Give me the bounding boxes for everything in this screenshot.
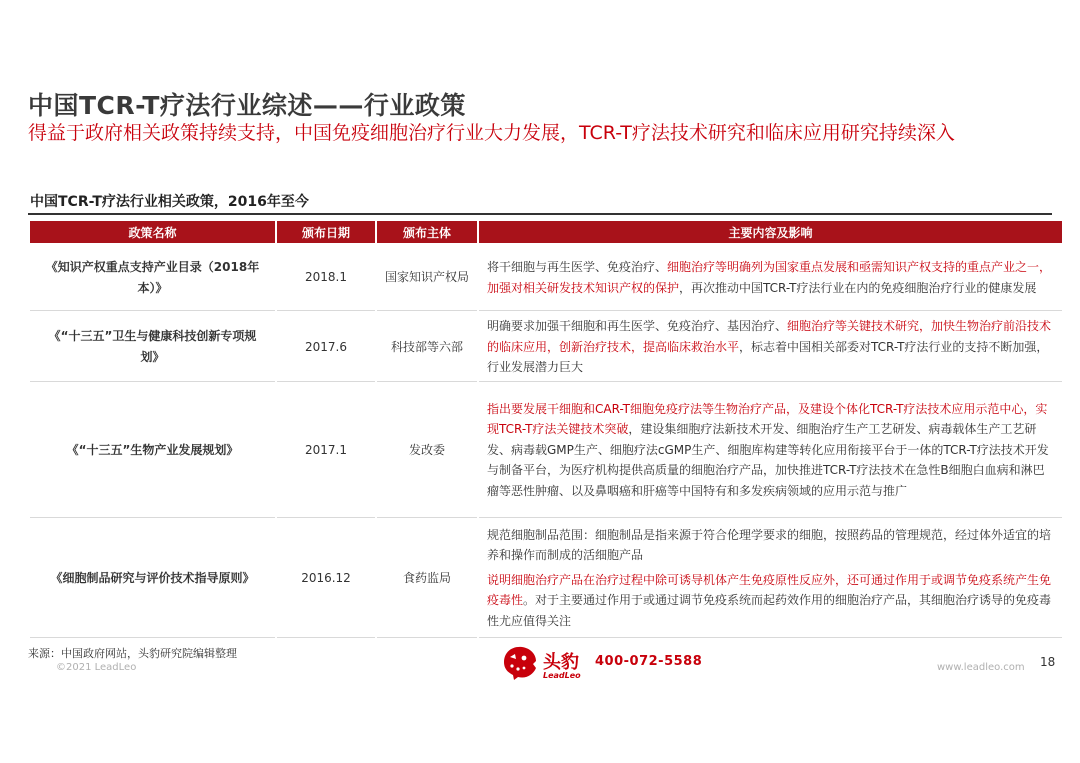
issue-date-cell: 2016.12 xyxy=(277,520,375,638)
policy-name-cell: 《“十三五”生物产业发展规划》 xyxy=(30,384,275,518)
content-text: ，标志着中国相关部委对TCR-T疗法行业的支持不断加强，行业发展潜力巨大 xyxy=(487,339,1049,374)
content-highlight: 说明细胞治疗产品在治疗过程中除可诱导机体产生免疫原性反应外，还可通过作用于或调节免疫系统产生免疫毒性 xyxy=(487,572,1052,608)
policy-name-cell: 《细胞制品研究与评价技术指导原则》 xyxy=(30,520,275,638)
copyright: ©2021 LeadLeo xyxy=(56,662,137,673)
header-policy-name: 政策名称 xyxy=(30,221,275,243)
content-text: 将干细胞与再生医学、免疫治疗、 xyxy=(487,260,668,274)
issue-date-cell: 2018.1 xyxy=(277,245,375,311)
issuer-cell: 科技部等六部 xyxy=(377,313,477,382)
content-highlight: 细胞治疗等明确列为国家重点发展和亟需知识产权支持的重点产业之一，加强对相关研发技术知识产权的保护 xyxy=(487,260,1052,295)
content-text: 明确要求加强干细胞和再生医学、免疫治疗、基因治疗、 xyxy=(487,319,788,333)
content-cell xyxy=(479,245,1062,311)
content-highlight: 细胞治疗等关键技术研究，加快生物治疗前沿技术的临床应用，创新治疗技术，提高临床救治水平 xyxy=(487,319,1052,354)
content-cell xyxy=(479,384,1062,518)
issuer-cell: 食药监局 xyxy=(377,520,477,638)
issuer-cell: 发改委 xyxy=(377,384,477,518)
website: www.leadleo.com xyxy=(937,662,1025,673)
table-row xyxy=(30,245,1062,311)
phone-number: 400-072-5588 xyxy=(595,654,703,669)
leopard-head-logo-icon xyxy=(500,642,540,682)
table-caption: 中国TCR-T疗法行业相关政策，2016年至今 xyxy=(30,194,309,210)
page-subtitle: 得益于政府相关政策持续支持，中国免疫细胞治疗行业大力发展，TCR-T疗法技术研究和临床应用研究持续深入 xyxy=(28,122,955,144)
content-text: ，再次推动中国TCR-T疗法行业在内的免疫细胞治疗行业的健康发展 xyxy=(679,280,1037,295)
content-paragraph: 规范细胞制品范围：细胞制品是指来源于符合伦理学要求的细胞，按照药品的管理规范，经过体外适宜的培养和操作而制成的活细胞产品 xyxy=(487,527,1052,563)
table-row xyxy=(30,384,1062,518)
issue-date-cell: 2017.6 xyxy=(277,313,375,382)
page-title: 中国TCR-T疗法行业综述——行业政策 xyxy=(28,91,466,120)
content-text: ，建设集细胞疗法新技术开发、细胞治疗生产工艺研发、病毒载体生产工艺研发、病毒载GMP生产、细胞疗法cGMP生产、细胞库构建等转化应用衔接平台于一体的TCR-T疗法技术开发与制备平台，为医疗机构提供高质量的细胞治疗产品，加快推进TCR-T疗法技术在急性B细胞白血病和淋巴瘤等恶性肿瘤、以及鼻咽癌和肝癌等中国特有和多发疾病领域的应用示范与推广 xyxy=(487,422,1049,498)
issue-date-cell: 2017.1 xyxy=(277,384,375,518)
logo-text-cn: 头豹 xyxy=(543,652,579,673)
content-cell xyxy=(479,313,1062,382)
caption-divider xyxy=(28,213,1052,215)
table-header-row xyxy=(30,221,1062,243)
issuer-cell: 国家知识产权局 xyxy=(377,245,477,311)
page-number: 18 xyxy=(1040,655,1056,669)
source-note: 来源：中国政府网站，头豹研究院编辑整理 xyxy=(28,647,237,660)
table-row xyxy=(30,313,1062,382)
policy-name-cell: 《知识产权重点支持产业目录（2018年本）》 xyxy=(30,245,275,311)
content-paragraph xyxy=(487,570,1056,632)
logo-text-en: LeadLeo xyxy=(543,671,581,680)
policy-table xyxy=(28,219,1064,640)
header-content: 主要内容及影响 xyxy=(479,221,1062,243)
content-text: 。对于主要通过作用于或通过调节免疫系统而起药效作用的细胞治疗产品，其细胞治疗诱导的免疫毒性尤应值得关注 xyxy=(487,593,1052,628)
header-issuer: 颁布主体 xyxy=(377,221,477,243)
policy-name-cell: 《“十三五”卫生与健康科技创新专项规划》 xyxy=(30,313,275,382)
content-highlight: 指出要发展干细胞和CAR-T细胞免疫疗法等生物治疗产品，及建设个体化TCR-T疗法技术应用示范中心，实现TCR-T疗法关键技术突破 xyxy=(487,401,1048,437)
table-row xyxy=(30,520,1062,638)
content-cell xyxy=(479,520,1062,638)
header-issue-date: 颁布日期 xyxy=(277,221,375,243)
